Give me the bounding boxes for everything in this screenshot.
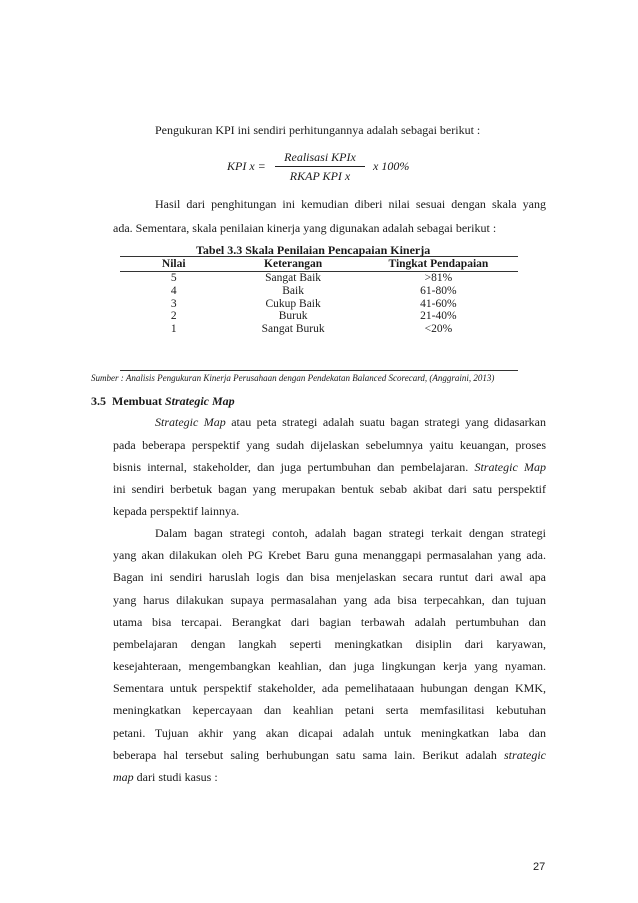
para1-line1: Hasil dari penghitungan ini kemudian diberi nilai sesuai dengan skala yang [155,197,546,211]
table-source: Sumber : Analisis Pengukuran Kinerja Perusahaan dengan Pendekatan Balanced Scorecard, (Anggraini, 2013) [91,373,495,383]
para2-line5: kepada perspektif lainnya. [113,504,240,518]
cell-tingkat: <20% [424,323,453,336]
para3-line11 [113,748,546,762]
col-header-tingkat: Tingkat Pendapaian [359,257,518,272]
section-heading [91,394,235,409]
formula-fraction [275,150,365,183]
para3-line8: Sementara untuk perspektif stakeholder, ada pemelihataaan hubungan dengan KMK, [113,681,546,695]
cell-nilai: 5 [170,272,177,284]
intro-text: Pengukuran KPI ini sendiri perhitungannya adalah sebagai berikut : [155,123,481,137]
para3-line12-text: dari studi kasus : [133,770,218,784]
table-row [120,298,518,311]
para3-line4: yang harus dilakukan supaya permasalahan yang ada bisa terpecahkan, dan tujuan [113,593,546,607]
para3-line1: Dalam bagan strategi contoh, adalah bagan strategi terkait dengan strategi [155,526,546,540]
table-row [120,285,518,298]
para3-line6: pembelajaran dengan langkah seperti meningkatkan disiplin dari karyawan, [113,637,546,651]
cell-nilai: 4 [170,284,177,297]
para2-line4: ini sendiri berbetuk bagan yang merupakan bentuk sebab akibat dari satu perspektif [113,482,546,496]
cell-nilai: 1 [170,323,177,336]
table-row [120,323,518,336]
para3-line7: kesejahteraan, mengembangkan keahlian, dan juga lingkungan kerja yang nyaman. [113,659,546,673]
para2-line1 [155,415,546,429]
para2-line3-term: Strategic Map [474,460,547,474]
cell-keterangan: Cukup Baik [265,297,321,310]
section-title-italic: Strategic Map [165,394,235,408]
para2-line3-text: bisnis internal, stakeholder, dan juga pertumbuhan dan pembelajaran. [113,460,469,474]
cell-keterangan: Sangat Buruk [261,323,325,336]
page-number: 27 [533,861,546,873]
kpi-scale-table [120,257,518,336]
fraction-bar [275,166,365,167]
table-caption: Tabel 3.3 Skala Penilaian Pencapaian Kinerja [196,243,431,257]
para3-line5: utama bisa tercapai. Berangkat dari bagian terbawah adalah pertumbuhan dan [113,615,546,629]
cell-tingkat: >81% [424,272,453,284]
cell-nilai: 3 [170,297,177,310]
para3-line11-text: beberapa hal tersebut saling berhubungan satu sama lain. Berikut adalah [113,748,497,762]
table-row [120,272,518,285]
table-bottom-rule [120,370,518,371]
para3-line12 [113,770,546,784]
formula-lhs: KPI x = [227,159,266,173]
section-title-plain: Membuat [112,394,165,408]
cell-tingkat: 21-40% [420,310,457,323]
para3-line2: yang akan dilakukan oleh PG Krebet Baru guna menanggapi permasalahan yang ada. [113,548,546,562]
para2-term: Strategic Map [155,415,226,429]
para2-line1-text: atau peta strategi adalah suatu bagan strategi yang didasarkan [225,415,546,429]
table-row [120,310,518,323]
para1-line2: ada. Sementara, skala penilaian kinerja yang digunakan adalah sebagai berikut : [113,221,497,235]
col-header-nilai: Nilai [120,257,227,272]
para3-line3: Bagan ini sendiri haruslah logis dan bisa menjelaskan secara runtut dari awal apa [113,570,546,584]
para3-line11-term: strategic [504,748,547,762]
col-header-keterangan: Keterangan [227,257,358,272]
cell-keterangan: Baik [282,284,304,297]
para3-line12-term: map [113,770,134,784]
cell-keterangan: Sangat Baik [265,272,322,284]
formula-numerator: Realisasi KPIx [284,150,356,164]
cell-tingkat: 61-80% [420,284,457,297]
para3-line10: petani. Tujuan akhir yang akan dicapai adalah untuk meningkatkan laba dan [113,726,546,740]
table-header-row [120,257,518,272]
formula-denominator: RKAP KPI x [289,169,351,183]
section-number: 3.5 [91,394,106,408]
cell-tingkat: 41-60% [420,297,457,310]
cell-nilai: 2 [170,310,177,323]
para3-line9: meningkatkan kepercayaan dan keahlian petani serta memfasilitasi kebutuhan [113,703,546,717]
formula-rhs-text: x 100% [373,159,410,173]
formula-rhs [373,159,409,174]
cell-keterangan: Buruk [278,310,308,323]
para2-line2: pada beberapa perspektif yang sudah dijelaskan sebelumnya yaitu keuangan, proses [113,438,546,452]
para2-line3 [113,460,546,474]
